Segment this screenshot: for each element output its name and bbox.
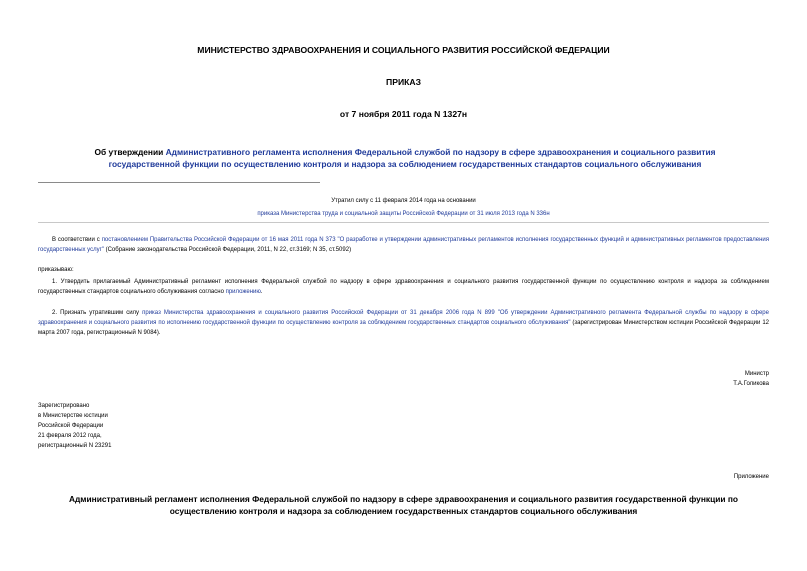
government-decree-link[interactable]: постановлением Правительства Российской Федерации от 16 мая 2011 года N 373 "О разработке и утверждении административных регламентов исполнения государственных функций и административных регламентов предоставления государственных услуг" — [38, 237, 770, 253]
item1-text: 1. Утвердить прилагаемый Административный регламент исполнения Федеральной службой по надзору в сфере здравоохранения и социального развития государственной функции по осуществлению контроля и надзора за соблюдением государственных стандартов социального обслуживания согласно — [38, 279, 769, 295]
signature-name: Т.А.Голикова — [733, 381, 769, 387]
registration-line: в Министерстве юстиции — [38, 413, 108, 419]
registration-line: Зарегистрировано — [38, 403, 90, 409]
divider-full — [38, 222, 769, 223]
appendix-link[interactable]: приложению — [225, 289, 261, 295]
item2-prefix: 2. Признать утратившим силу — [52, 310, 143, 316]
repealed-order-link[interactable]: приказ Министерства здравоохранения и социального развития Российской Федерации от 31 декабря 2006 года N 899 "Об утверждении Административного регламента Федеральной службы по надзору в сфере здравоохранения и социального развития по исполнению государственной функции по осуществлению контроля за соблюдением государственных стандартов социального обслуживания" — [38, 310, 769, 326]
preamble-prefix: В соответствии с — [52, 237, 102, 243]
item1-end: . — [260, 289, 263, 295]
registration-line: регистрационный N 23291 — [38, 443, 112, 449]
registration-line: 21 февраля 2012 года, — [38, 433, 102, 439]
registration-line: Российской Федерации — [38, 423, 104, 429]
appendix-title: Административный регламент исполнения Федеральной службой по надзору в сфере здравоохранения и социального развития государственной функции по осуществлению контроля и надзора за соблюдением государственных стандартов социального обслуживания — [68, 494, 739, 516]
order-item-2 — [38, 308, 769, 338]
preamble-suffix: (Собрание законодательства Российской Федерации, 2011, N 22, ст.3169; N 35, ст.5092) — [103, 247, 352, 253]
order-date-number: от 7 ноября 2011 года N 1327н — [339, 109, 468, 119]
doc-type-heading: ПРИКАЗ — [386, 77, 421, 87]
title-prefix: Об утверждении — [94, 147, 166, 157]
document-title — [60, 146, 750, 170]
item2-suffix: (зарегистрирован Министерством юстиции Российской Федерации 12 марта 2007 года, регистрационный N 9084). — [38, 320, 770, 336]
order-item-1 — [38, 277, 769, 297]
ministry-heading: МИНИСТЕРСТВО ЗДРАВООХРАНЕНИЯ И СОЦИАЛЬНОГО РАЗВИТИЯ РОССИЙСКОЙ ФЕДЕРАЦИИ — [197, 45, 610, 55]
appendix-label: Приложение — [733, 474, 769, 480]
order-word: приказываю: — [38, 267, 74, 273]
lost-force-order-link[interactable]: приказа Министерства труда и социальной защиты Российской Федерации от 31 июля 2013 года N 336н — [257, 211, 550, 217]
lost-force-notice: Утратил силу с 11 февраля 2014 года на основании — [331, 198, 476, 204]
divider-short — [38, 182, 320, 183]
signature-position: Министр — [744, 371, 769, 377]
preamble-paragraph — [38, 235, 769, 255]
title-regulation-link[interactable]: Административного регламента исполнения Федеральной службой по надзору в сфере здравоохранения и социального развития государственной функции по осуществлению контроля и надзора за соблюдением государственных стандартов социального обслуживания — [108, 147, 716, 169]
